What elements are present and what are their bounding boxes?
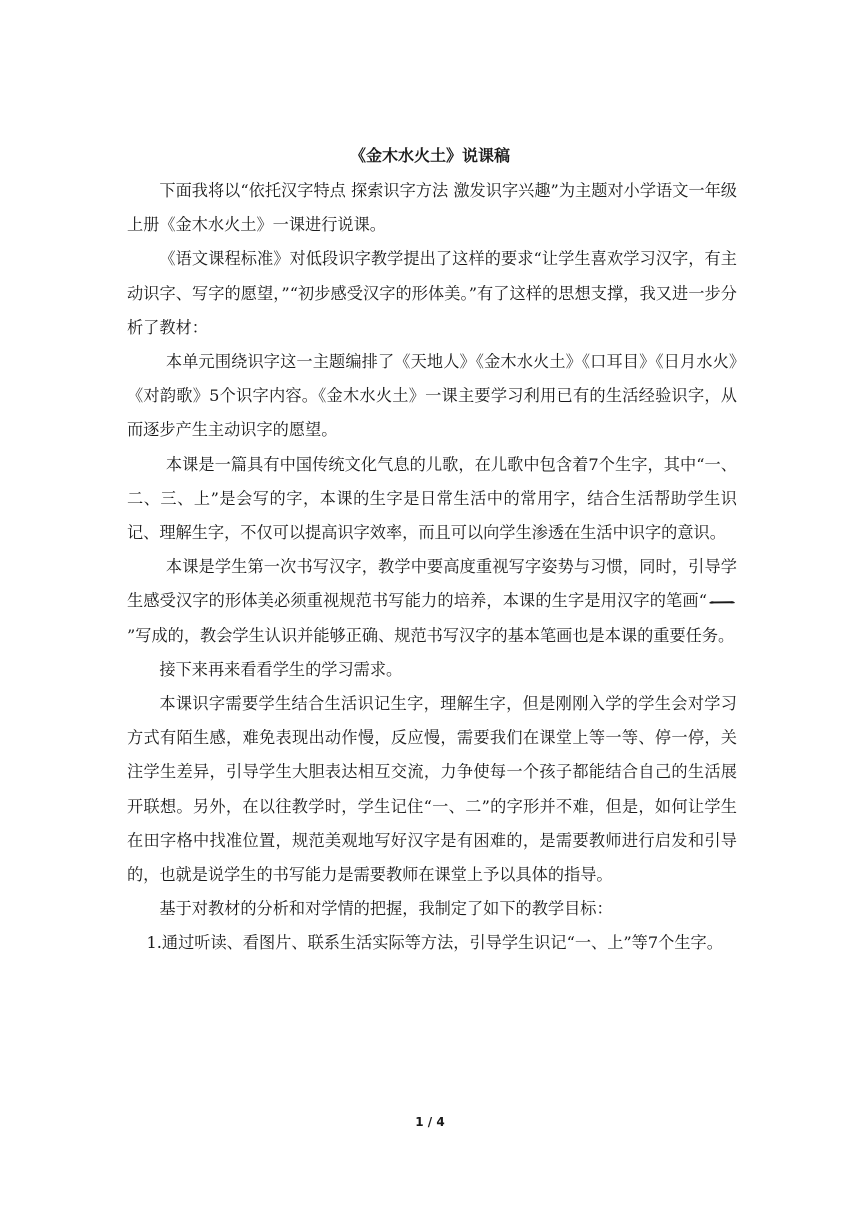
paragraph-lesson-content: 本课是一篇具有中国传统文化气息的儿歌，在儿歌中包含着7个生字，其中“一、二、三、上”是会写的字，本课的生字是日常生活中的常用字，结合生活帮助学生识记、理解生字，不仅可以提高识字效率，而且可以向学生渗透在生活中识字的意识。 (127, 454, 737, 543)
paragraph-writing-focus (127, 550, 737, 653)
paragraph-writing-focus-part1: 本课是学生第一次书写汉字，教学中要高度重视写字姿势与习惯，同时，引导学生感受汉字的形体美必须重视规范书写能力的培养，本课的生字是用汉字的笔画“ (127, 557, 737, 611)
paragraph-learning-needs: 接下来再来看看学生的学习需求。 (159, 659, 403, 679)
document-body (127, 174, 737, 961)
page-number: 1 / 4 (415, 1115, 445, 1129)
horizontal-stroke-icon (707, 597, 737, 607)
paragraph-curriculum-standard: 《语文课程标准》对低段识字教学提出了这样的要求“让学生喜欢学习汉字，有主动识字、写字的愿望，”“初步感受汉字的形体美。”有了这样的思想支撑，我又进一步分析了教材： (127, 249, 737, 337)
objective-1: 1.通过听读、看图片、联系生活实际等方法，引导学生识记“一、上”等7个生字。 (146, 933, 723, 953)
paragraph-objectives-intro: 基于对教材的分析和对学情的把握，我制定了如下的教学目标： (159, 899, 613, 919)
document-title: 《金木水火土》说课稿 (349, 146, 510, 165)
paragraph-intro: 下面我将以“依托汉字特点 探索识字方法 激发识字兴趣”为主题对小学语文一年级上册《金木水火土》一课进行说课。 (127, 181, 737, 235)
paragraph-learner-analysis: 本课识字需要学生结合生活识记生字，理解生字，但是刚刚入学的学生会对学习方式有陌生感，难免表现出动作慢，反应慢，需要我们在课堂上等一等、停一停，关注学生差异，引导学生大胆表达相互交流，力争使每一个孩子都能结合自己的生活展开联想。另外，在以往教学时，学生记住“一、二”的字形并不难，但是，如何让学生在田字格中找准位置，规范美观地写好汉字是有困难的，是需要教师进行启发和引导的，也就是说学生的书写能力是需要教师在课堂上予以具体的指导。 (127, 694, 737, 885)
paragraph-unit-overview: 本单元围绕识字这一主题编排了《天地人》《金木水火土》《口耳目》《日月水火》《对韵歌》5个识字内容。《金木水火土》一课主要学习利用已有的生活经验识字，从而逐步产生主动识字的愿望。 (127, 352, 737, 440)
paragraph-writing-focus-part2: ”写成的，教会学生认识并能够正确、规范书写汉字的基本笔画也是本课的重要任务。 (127, 625, 735, 645)
